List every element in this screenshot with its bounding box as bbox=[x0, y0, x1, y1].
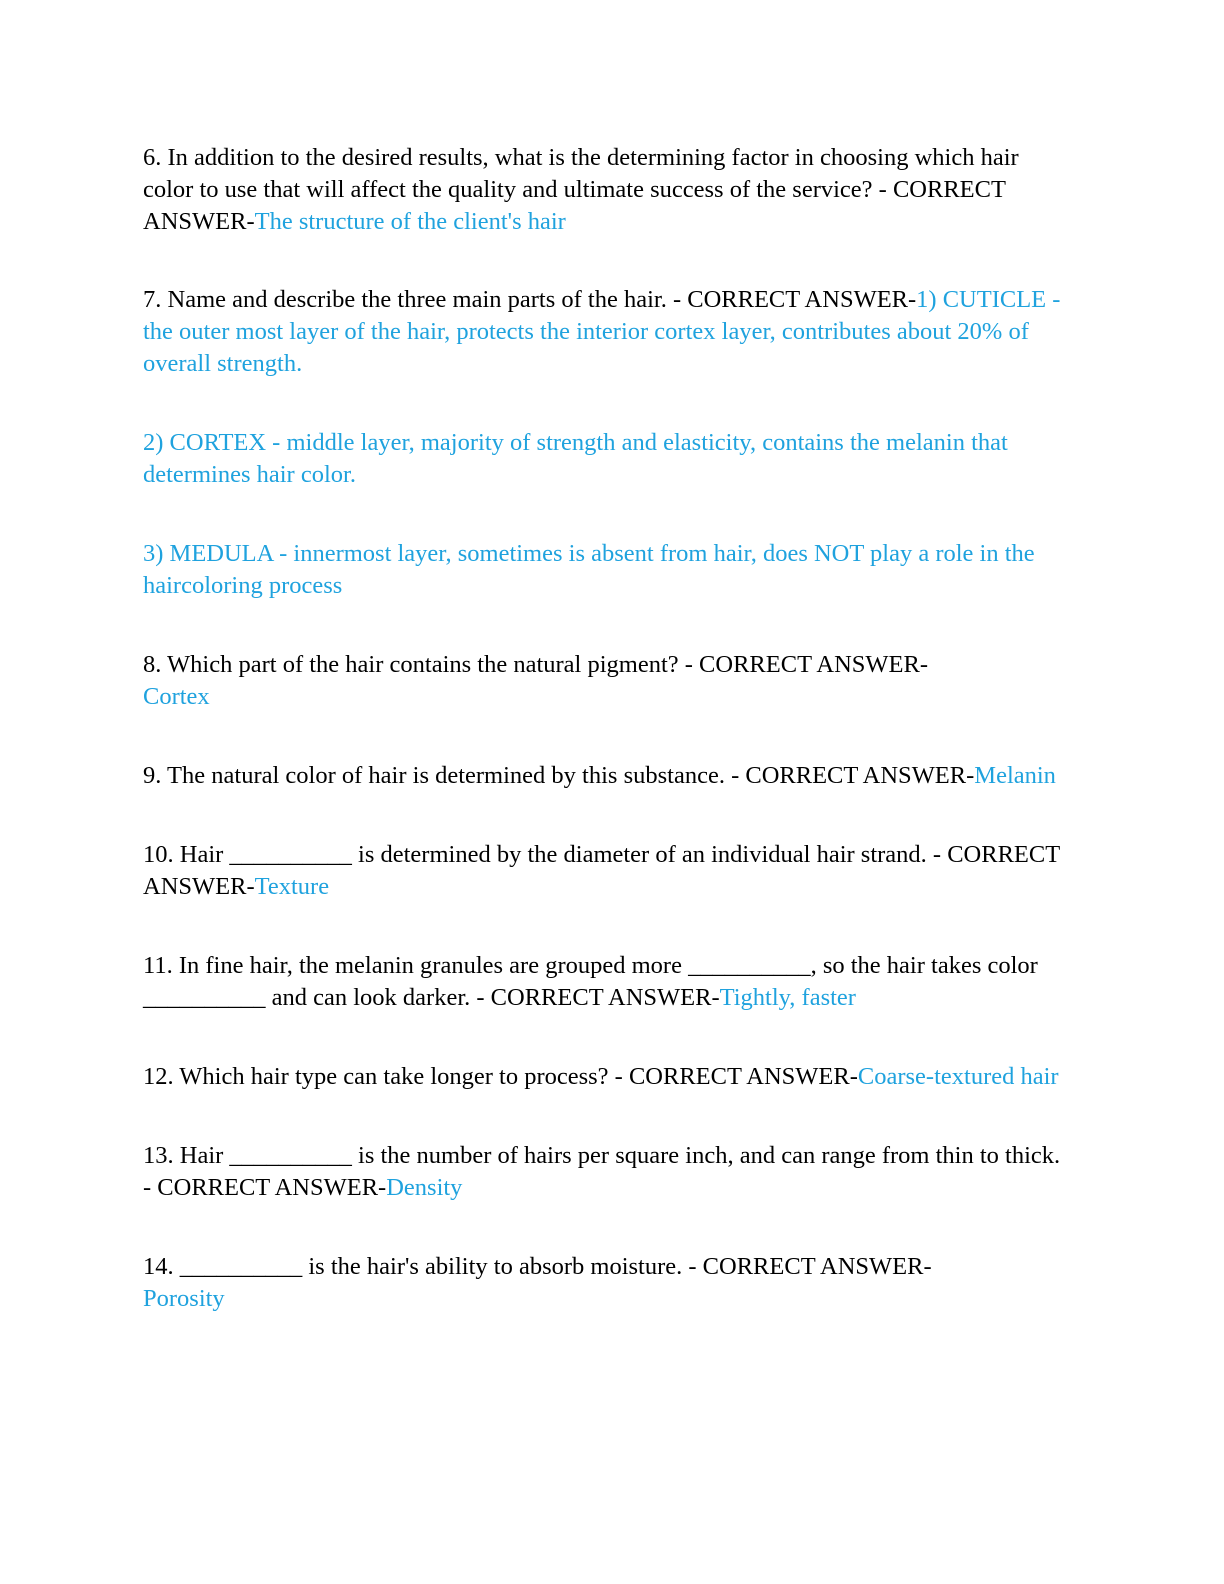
question-text: 7. Name and describe the three main parts of the hair. - CORRECT ANSWER- bbox=[143, 286, 917, 313]
answer-text: Texture bbox=[254, 873, 330, 900]
qa-item-7-part-3: 3) MEDULA - innermost layer, sometimes is absent from hair, does NOT play a role in the haircoloring process bbox=[143, 540, 1035, 599]
document-page bbox=[143, 142, 1063, 1315]
question-text: 9. The natural color of hair is determined by this substance. - CORRECT ANSWER- bbox=[143, 762, 975, 789]
qa-item-7-part-2: 2) CORTEX - middle layer, majority of strength and elasticity, contains the melanin that determines hair color. bbox=[143, 429, 1008, 488]
question-text: 13. Hair __________ is the number of hairs per square inch, and can range from thin to thick. - CORRECT ANSWER- bbox=[143, 1142, 1061, 1201]
answer-text: Cortex bbox=[143, 683, 210, 710]
qa-item-7 bbox=[143, 284, 1063, 380]
qa-item-13 bbox=[143, 1140, 1063, 1204]
answer-text: Coarse-textured hair bbox=[857, 1063, 1059, 1090]
qa-item-8 bbox=[143, 649, 1063, 713]
qa-item-12 bbox=[143, 1061, 1063, 1093]
question-text: 6. In addition to the desired results, what is the determining factor in choosing which hair color to use that will affect the quality and ultimate success of the service? - CORRECT ANSWER- bbox=[143, 144, 1019, 235]
answer-text: The structure of the client's hair bbox=[254, 208, 566, 235]
question-text: 14. __________ is the hair's ability to absorb moisture. - CORRECT ANSWER- bbox=[143, 1253, 932, 1280]
qa-item-6 bbox=[143, 142, 1063, 238]
question-text: 8. Which part of the hair contains the natural pigment? - CORRECT ANSWER- bbox=[143, 651, 928, 678]
question-text: 10. Hair __________ is determined by the diameter of an individual hair strand. - CORRECT ANSWER- bbox=[143, 841, 1060, 900]
answer-text: Density bbox=[386, 1174, 463, 1201]
answer-text: 1) CUTICLE - the outer most layer of the hair, protects the interior cortex layer, contributes about 20% of overall strength. bbox=[143, 286, 1061, 377]
answer-text: Melanin bbox=[974, 762, 1056, 789]
qa-item-10 bbox=[143, 839, 1063, 903]
qa-item-9 bbox=[143, 760, 1063, 792]
answer-text: Porosity bbox=[143, 1285, 225, 1312]
qa-item-11 bbox=[143, 950, 1063, 1014]
qa-item-14 bbox=[143, 1251, 1063, 1315]
question-text: 11. In fine hair, the melanin granules are grouped more __________, so the hair takes color __________ and can look darker. - CORRECT ANSWER- bbox=[143, 952, 1038, 1011]
answer-text: Tightly, faster bbox=[719, 984, 856, 1011]
question-text: 12. Which hair type can take longer to process? - CORRECT ANSWER- bbox=[143, 1063, 858, 1090]
